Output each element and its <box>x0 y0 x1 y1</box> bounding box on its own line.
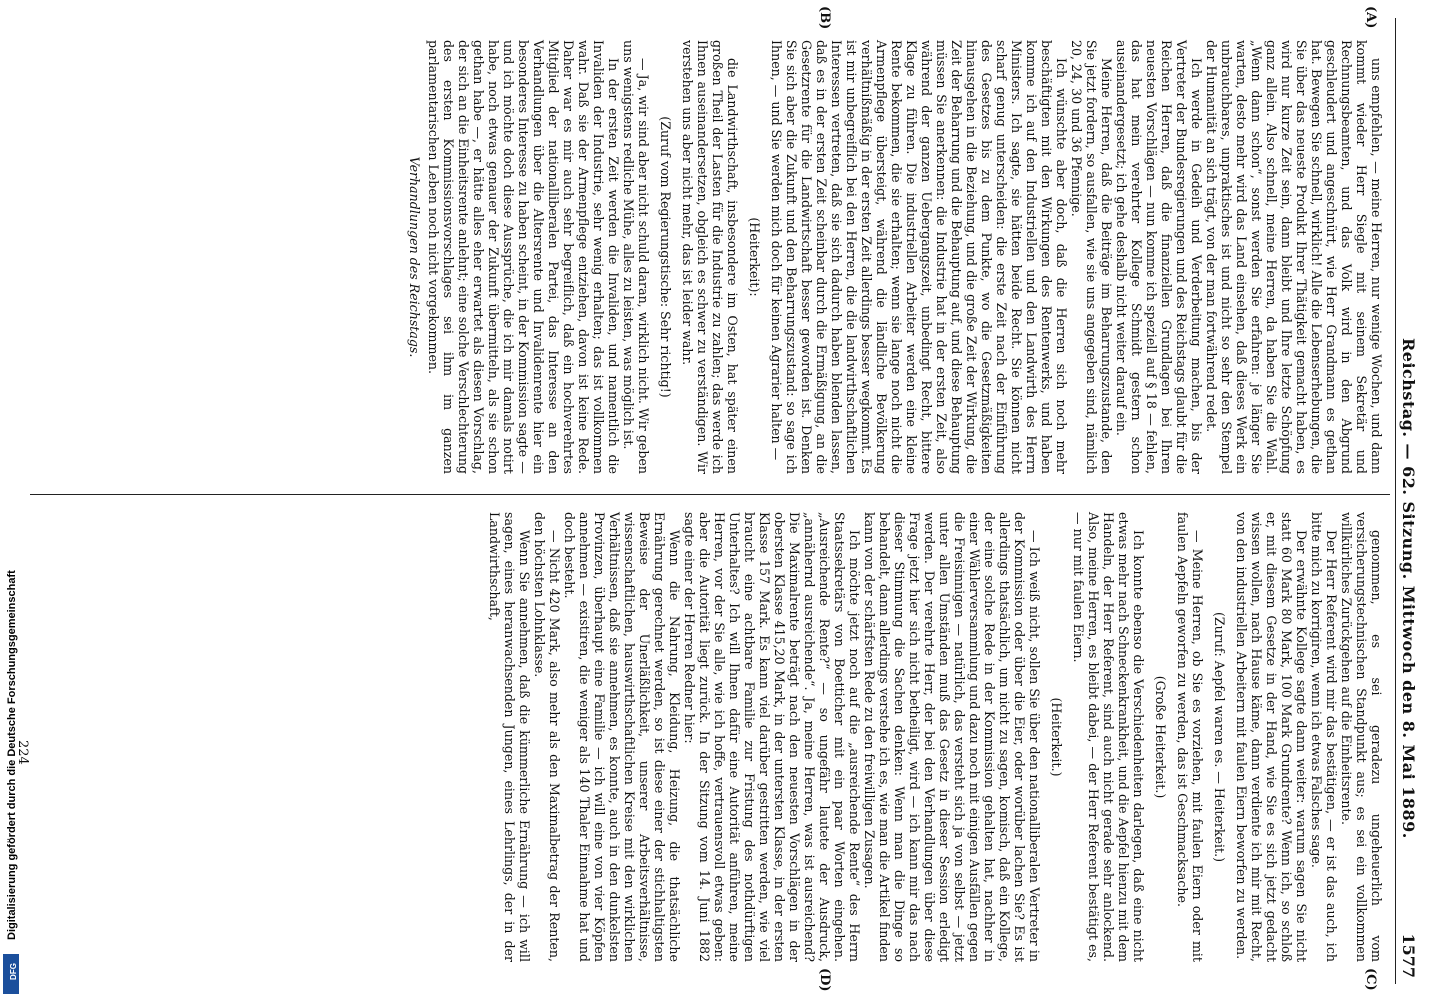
interjection: (Zuruf: Aepfel waren es. — Heiterkeit.) <box>1212 611 1227 863</box>
dfg-logo-icon <box>3 954 19 994</box>
dfg-footer <box>0 0 22 1000</box>
paragraph: Der Herr Referent wird mir das bestätigen, — er ist das auch, ich bitte mich zu korrigiren, wenn ich etwas Falsches sage. <box>1309 512 1339 962</box>
paragraph: Der erwähnte Kollege sagte dann weiter: warum sagen Sie nicht statt 60 Mark 80 Mark, 100 Mark Grundrente? Wenn ich, so schloß er, mit diesem Gesetze in der Hand, wie Sie es sich jetzt gedacht wissen wollen, nach Hause käme, dann verdiente ich mir mit Recht, von den industriellen Arbeitern mit faulen Eiern beworfen zu werden. <box>1234 512 1309 962</box>
paragraph: Ich wünschte aber doch, daß die Herren sich noch mehr beschäftigten mit den Wirkungen des Rentenwerks, und haben komme ich auf den Industriellen und den Landwirth des Herrn Ministers. Ich sagte, sie hätten beide Recht. Sie können nicht scharf genug unterscheiden: die erste Zeit nach der Einführung des Gesetzes bis zu dem Punkte, wo die Gesetzmäßigkeiten hinausgehen in die Beziehung, und die große Zeit der Wirkung, die Zeit der Beharrung und die Behauptung auf, und diese Behauptung müssen Sie anerkennen: die Industrie hat in der ersten Zeit, also während der ganzen Uebergangszeit, unbedingt Recht, bittere Klage zu führen. Die industriellen Arbeiter werden eine kleine Rente bekommen, die sie erhalten; wenn sie lange noch nicht die Armenpflege übersteigt, während die ländliche Bevölkerung verhältnißmäßig in der ersten Zeit allerdings besser wegkommt. Es ist mir unbegreiflich bei den Herren, die die landwirthschaftlichen Interessen vertreten, daß sie sich dadurch haben blenden lassen, daß es in der ersten Zeit scheinbar durch die Ermäßigung, an die Gesetzrente für die Landwirtschaft besser geworden ist. Denken Sie sich aber die Zukunft und den Beharrungszustand: so sage ich Ihnen, — und Sie werden mich doch für keinen Agrarier halten — <box>769 40 1069 474</box>
paragraph: Ich konnte ebenso die Verschiedenheiten darlegen, daß eine nicht etwas mehr nach Schneckenkrankheit, und die Aepfel hienzu mit dem Handeln, der Herr Referent, sind auch nicht gerade sehr anlockend. Also, meine Herren, es bleibt dabei, — der Herr Referent bestätigt es, — nur mit faulen Eiern. <box>1071 512 1146 962</box>
column-footer: Verhandlungen des Reichstags. <box>407 156 422 358</box>
interjection: (Heiterkeit): <box>747 217 762 297</box>
right-text-column <box>487 512 1384 962</box>
paragraph: uns empfehlen, — meine Herren, nur wenige Wochen, und dann kommt wieder Herr Siegle mit seinem Sekretär und Rechnungsbeamten, und das Volk wird in den Abgrund geschleudert und angeschnürt, wie Herr Grandmann es gethan hat. Bewegen Sie schnell, wirklich! Alle die Lebenserhebungen, die Sie über das neueste Produkt Ihrer Thätigkeit gemacht haben, es wird nur kurze Zeit sein, dann bleibt und Ihre letzte Schöpfung ganz allein. Also schnell, meine Herren, da haben Sie die Wahl. „Wenn dann schon“, sonst werden Sie erfahren: je länger Sie warten, desto mehr wird das Land einsehen, daß dieses Werk ein unbrauchbares, unpraktisches ist und nicht so sehr den Stempel der Humanität an sich trägt, von der man fortwährend redet. <box>1204 40 1384 474</box>
interjection: (Große Heiterkeit.) <box>1153 675 1168 799</box>
signature-number: 224 <box>15 740 30 765</box>
margin-mark-d: (D) <box>817 968 832 992</box>
paragraph: Wenn Sie annehmen, daß die kümmerliche Ernährung — ich will sagen, eines heranwachsenden Jungen, eines Lehrlings, der in der Landwirthschaft, <box>487 512 532 962</box>
interjection: (Heiterkeit.) <box>1049 697 1064 777</box>
paragraph: — Ich weiß nicht, sollen Sie über den nationalliberalen Vertreter in der Kommission oder über die Eier, oder worüber lachen Sie? Es ist allerdings thatsächlich, um nicht zu sagen, komisch, daß ein Kollege, der eine solche Rede in der Kommission gehalten hat, nachher in einer Wählerversammlung und dazu noch mit einigen Ausfällen gegen die Freisinnigen — natürlich, das versteht sich ja von selbst — jetzt unter allen Umständen muß das Gesetz in dieser Session erledigt werden. Der verehrte Herr, der bei den Verhandlungen über diese Frage jetzt hier sich nicht betheiligt, wird — ich kann mir das nach dieser Stimmung die Sachen denken: Wenn man die Dinge so behandelt, dann allerdings verstehe ich es, wie man die Artikel finden kann von der schärfsten Rede zu den freiwilligen Zusagen. <box>862 512 1042 962</box>
paragraph: — Nicht 420 Mark, also mehr als den Maximalbetrag der Renten, den höchsten Lohnklasse. <box>532 512 562 962</box>
paragraph: — Ja, wir sind aber nicht schuld daran, wirklich nicht. Wir geben uns wenigstens redliche Mühe, alles zu leisten, was möglich ist. <box>621 40 651 474</box>
dfg-footer-text: Digitalisierung gefördert durch die Deutsche Forschungsgemeinschaft <box>6 570 18 940</box>
column-divider <box>30 494 1390 495</box>
page-header <box>1395 18 1426 984</box>
paragraph: genommen, es sei geradezu ungeheuerlich vom versicherungstechnischen Standpunkt aus; es sei ein vollkommen willkürliches Zurückgehen auf die Einheitsrente. <box>1339 512 1384 962</box>
margin-mark-b: (B) <box>817 6 832 30</box>
dfg-logo-text: DFG <box>8 963 18 980</box>
paragraph: Ich möchte jetzt noch auf die „ausreichende Rente“ des Herrn Staatssekretärs von Boetticher mit ein paar Worten eingehen. „Ausreichende Rente?“ — so ungefähr lautete der Ausdruck, „annähernd ausreichende“. Ja, meine Herren, was ist ausreichend? Die Maximalrente beträgt nach den neuesten Vorschlägen in der obersten Klasse 415,20 Mark, in der untersten Klasse, in der ersten Klasse 157 Mark. Es kann viel darüber gestritten werden, wie viel braucht eine achtbare Familie zur Fristung des nothdürftigen Unterhaltes? Ich will Ihnen dafür eine Autorität anführen, meine Herren, vor der Sie alle, wie ich hoffe, vertrauensvoll etwas geben: aber die Autorität liegt zurück. In der Sitzung vom 14. Juni 1882 sagte einer der Herren Redner hier: <box>682 512 862 962</box>
margin-mark-a: (A) <box>1363 6 1378 29</box>
left-text-column <box>407 40 1384 474</box>
interjection: (Zuruf vom Regierungstische: Sehr richtig!) <box>658 116 673 398</box>
running-title: Reichstag. — 62. Sitzung. Mittwoch den 8. Mai 1889. <box>1399 338 1418 839</box>
paragraph: die Landwirthschaft, insbesondere im Osten, hat später einen großen Theil der Lasten für die Industrie zu zahlen; das werde ich Ihnen auseinandersetzen, obgleich es schwer zu verständigen. Wir verstehen uns aber nicht mehr, das ist leider wahr. <box>680 40 740 474</box>
paragraph: In der ersten Zeit werden die Invaliden, und namentlich die Invaliden der Industrie, sehr wenig erhalten; das ist vollkommen wahr. Daß sie der Armenpflege entziehen, davon ist keine Rede. Daher war es mir auch sehr begreiflich, daß ein hochverehrtes Mitglied der nationalliberalen Partei, das Interesse an den Verhandlungen über die Altersrente und Invalidenrente hier ein besonderes Interesse zu haben scheint, in der Kommission sagte — und ich möchte doch diese Aussprüche, die ich mir damals notirt habe, noch etwas genauer der Zukunft übermitteln, als sie schon gethan habe —, er hätte alles eher erwartet als diesen Vorschlag, der sich an die Einheitsrente anlehnt; eine solche Verschlechterung des ersten Kommissionsvorschlages sei ihm im ganzen parlamentarischen Leben noch nicht vorgekommen. <box>426 40 621 474</box>
paragraph: Wenn die Nahrung, Kleidung, Heizung, die thatsächliche Ernährung gerechnet werden, so ist diese einer der stichhaltigsten Beweise der Unerläßlichkeit, unserer Arbeitsverhältnisse, wissenschaftlichen, hauswirthschaftlichen Kreise mit den wirklichen Verhältnissen, daß sie annehmen, es konnte, auch in den dunkelsten Provinzen, überhaupt eine Familie — ich will eine von vier Köpfen annehmen — existiren, die weniger als 140 Thaler Einnahme hat und doch besteht. <box>562 512 682 962</box>
paragraph: Ich werde in Gedeih und Verderbeitung machen, bis der Vertreter der Bundesregierungen und des Reichstags glaubt für die Reichen Herren, daß die finanziellen Grundlagen bei Ihren neuesten Vorschlägen — nun komme ich speziell auf § 18 — fehlen, das hat mein verehrter Kollege Schmidt gestern schon auseinandergesetzt; ich gehe deshalb nicht weiter darauf ein. <box>1114 40 1204 474</box>
margin-mark-c: (C) <box>1363 968 1378 991</box>
paragraph: — Meine Herren, ob Sie es vorziehen, mit faulen Eiern oder mit faulen Aepfeln geworfen zu werden, das ist Geschmacksache. <box>1175 512 1205 962</box>
page-number: 1577 <box>1399 933 1418 978</box>
paragraph: Meine Herren, daß die Beiträge im Beharrungszustande, den Sie jetzt fordern, so ausfallen, wie sie uns angegeben sind, nämlich 20, 24, 30 und 36 Pfennige. <box>1069 40 1114 474</box>
